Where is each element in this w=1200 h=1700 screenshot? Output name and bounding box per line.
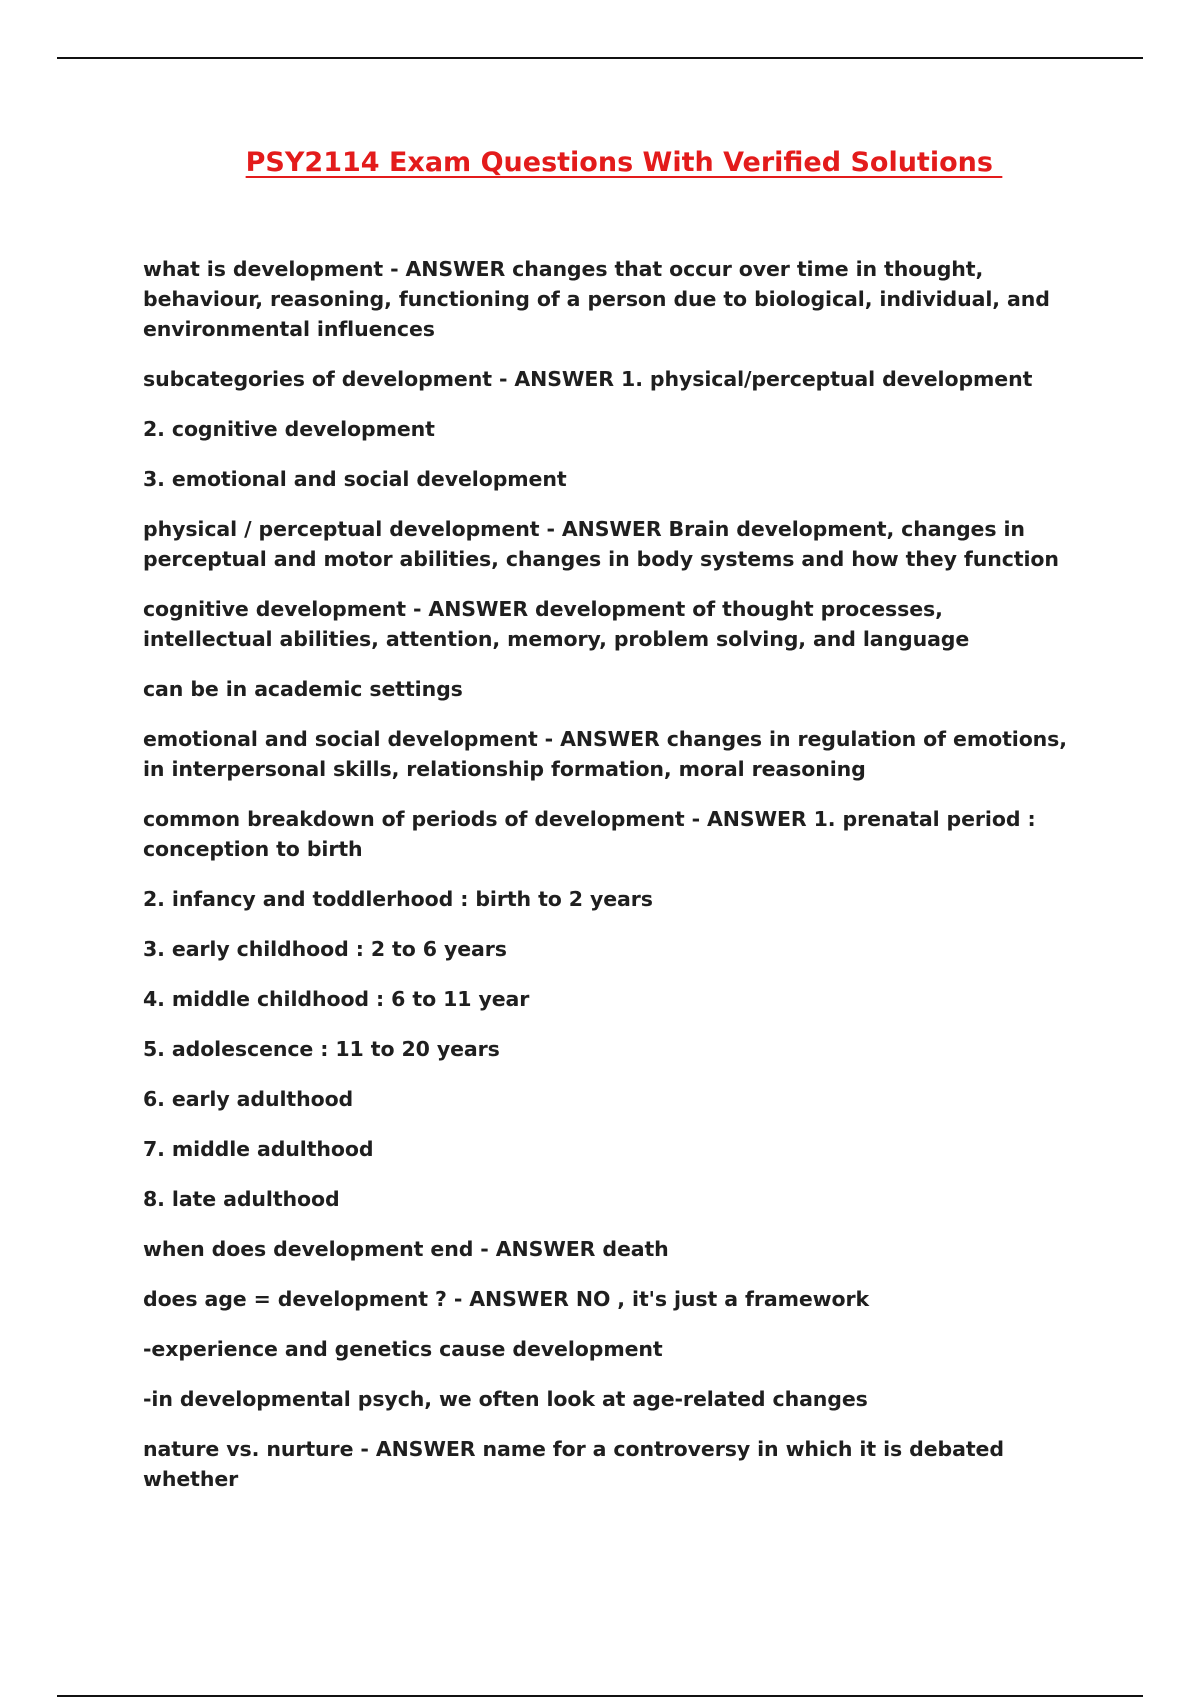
paragraph: -in developmental psych, we often look at age-related changes (143, 1387, 868, 1411)
paragraph: 7. middle adulthood (143, 1137, 374, 1161)
paragraph: 8. late adulthood (143, 1187, 340, 1211)
paragraph: can be in academic settings (143, 677, 463, 701)
paragraph: does age = development ? - ANSWER NO , it's just a framework (143, 1287, 869, 1311)
paragraph: when does development end - ANSWER death (143, 1237, 669, 1261)
document-body (143, 254, 1068, 1514)
paragraph: common breakdown of periods of development - ANSWER 1. prenatal period : conception to birth (143, 807, 1036, 861)
paragraph: -experience and genetics cause development (143, 1337, 663, 1361)
paragraph: 6. early adulthood (143, 1087, 354, 1111)
paragraph: emotional and social development - ANSWER changes in regulation of emotions, in interpersonal skills, relationship formation, moral reasoning (143, 727, 1067, 781)
paragraph: 3. early childhood : 2 to 6 years (143, 937, 507, 961)
paragraph: 2. infancy and toddlerhood : birth to 2 years (143, 887, 653, 911)
paragraph: 2. cognitive development (143, 417, 435, 441)
document-title (0, 146, 1200, 180)
paragraph: physical / perceptual development - ANSWER Brain development, changes in perceptual and motor abilities, changes in body systems and how they function (143, 517, 1059, 571)
paragraph: nature vs. nurture - ANSWER name for a controversy in which it is debated whether (143, 1437, 1004, 1491)
paragraph: 5. adolescence : 11 to 20 years (143, 1037, 500, 1061)
paragraph: 3. emotional and social development (143, 467, 567, 491)
paragraph: what is development - ANSWER changes that occur over time in thought, behaviour, reasoning, functioning of a person due to biological, individual, and environmental influences (143, 257, 1050, 341)
top-rule (57, 57, 1143, 59)
paragraph: subcategories of development - ANSWER 1. physical/perceptual development (143, 367, 1033, 391)
document-title-text: PSY2114 Exam Questions With Verified Solutions (245, 147, 1003, 178)
paragraph: 4. middle childhood : 6 to 11 year (143, 987, 530, 1011)
bottom-rule (57, 1695, 1143, 1697)
paragraph: cognitive development - ANSWER development of thought processes, intellectual abilities, attention, memory, problem solving, and language (143, 597, 970, 651)
